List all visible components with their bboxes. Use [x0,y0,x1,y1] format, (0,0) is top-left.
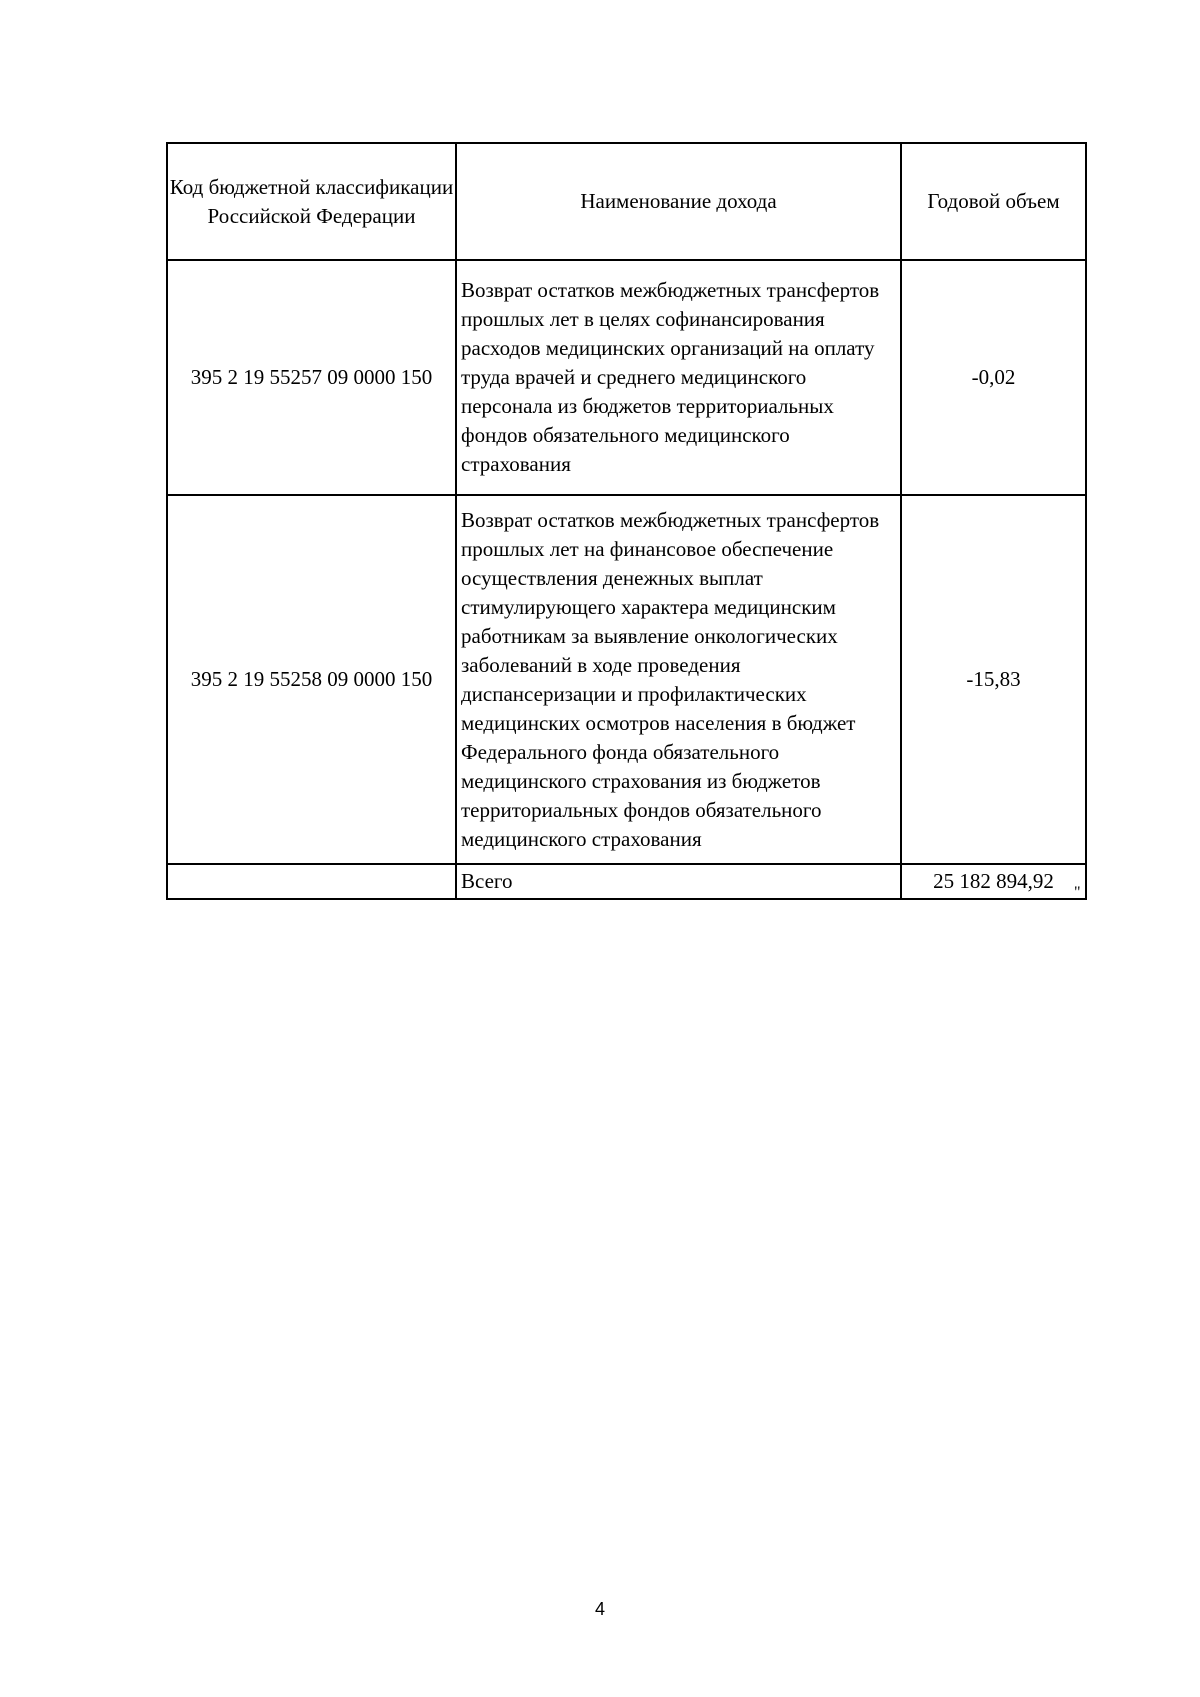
income-table [166,142,1087,900]
header-volume: Годовой объем [901,143,1086,260]
row-name: Возврат остатков межбюджетных трансфертов прошлых лет в целях софинансирования расходов медицинских организаций на оплату труда врачей и среднего медицинского персонала из бюджетов территориальных фондов обязательного медицинского страхования [456,260,901,495]
table-row [167,495,1086,864]
total-value: 25 182 894,92 [901,864,1086,899]
header-code: Код бюджетной классификации Российской Федерации [167,143,456,260]
table-header-row [167,143,1086,260]
total-code [167,864,456,899]
row-volume: -15,83 [901,495,1086,864]
total-row [167,864,1086,899]
row-volume: -0,02 [901,260,1086,495]
closing-quote-mark: " [1074,884,1081,901]
header-name: Наименование дохода [456,143,901,260]
total-label: Всего [456,864,901,899]
row-name: Возврат остатков межбюджетных трансфертов прошлых лет на финансовое обеспечение осуществления денежных выплат стимулирующего характера медицинским работникам за выявление онкологических заболеваний в ходе проведения диспансеризации и профилактических медицинских осмотров населения в бюджет Федерального фонда обязательного медицинского страхования из бюджетов территориальных фондов обязательного медицинского страхования [456,495,901,864]
row-code: 395 2 19 55258 09 0000 150 [167,495,456,864]
page-number: 4 [594,1599,605,1619]
table-row [167,260,1086,495]
row-code: 395 2 19 55257 09 0000 150 [167,260,456,495]
